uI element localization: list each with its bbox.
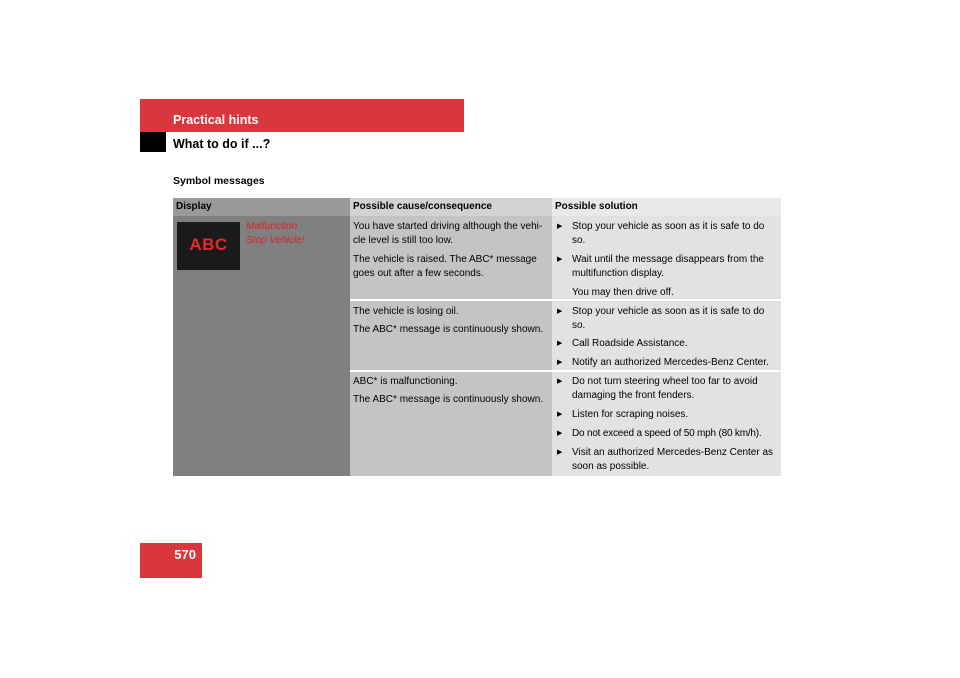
solution-text: Do not exceed a speed of 50 mph (80 km/h). [572,428,762,439]
solution-text: Do not turn steering wheel too far to avoid [572,376,758,387]
solution-text: Wait until the message disappears from the [572,254,764,265]
header-cause: Possible cause/consequence [350,198,552,216]
cause-text: The ABC* message is continuously shown. [353,394,544,405]
table-title: Symbol messages [173,175,265,187]
solution-text: so. [572,235,586,246]
cause-text: ABC* is malfunctioning. [353,376,458,387]
arrow-bullet-icon: ▶ [557,378,563,385]
cause-text: cle level is still too low. [353,235,454,246]
solution-text: Notify an authorized Mercedes-Benz Center. [572,357,769,368]
arrow-bullet-icon: ▶ [557,223,563,230]
page-number: 570 [174,547,196,562]
solution-text: damaging the front fenders. [572,390,695,401]
symbol-messages-table [173,198,781,476]
solution-text: Stop your vehicle as soon as it is safe to do [572,221,765,232]
row-separator [350,299,781,301]
header-tab-marker [140,132,166,152]
solution-text: Listen for scraping noises. [572,409,689,420]
solution-text: Call Roadside Assistance. [572,338,688,349]
arrow-bullet-icon: ▶ [557,449,563,456]
cause-text: The vehicle is losing oil. [353,306,459,317]
cause-text: You have started driving although the vehi- [353,221,543,232]
solution-note: You may then drive off. [572,287,674,298]
chapter-title: Practical hints [173,113,259,127]
arrow-bullet-icon: ▶ [557,430,563,437]
cause-text: goes out after a few seconds. [353,268,484,279]
arrow-bullet-icon: ▶ [557,359,563,366]
header-display: Display [173,198,350,216]
solution-text: so. [572,320,586,331]
abc-symbol-text: ABC [189,235,228,254]
cause-text: The vehicle is raised. The ABC* message [353,254,537,265]
arrow-bullet-icon: ▶ [557,308,563,315]
solution-text: Visit an authorized Mercedes-Benz Center as [572,447,774,458]
arrow-bullet-icon: ▶ [557,256,563,263]
solution-text: Stop your vehicle as soon as it is safe to do [572,306,765,317]
malfunction-message: Malfunction [246,221,298,232]
abc-symbol-display [177,222,240,270]
header-solution: Possible solution [552,198,781,216]
arrow-bullet-icon: ▶ [557,340,563,347]
section-subtitle: What to do if ...? [173,137,271,151]
row-separator [350,370,781,372]
solution-text: multifunction display. [572,268,665,279]
cause-text: The ABC* message is continuously shown. [353,324,544,335]
solution-text: soon as possible. [572,461,650,472]
stop-vehicle-message: Stop Vehicle! [246,235,305,246]
arrow-bullet-icon: ▶ [557,411,563,418]
